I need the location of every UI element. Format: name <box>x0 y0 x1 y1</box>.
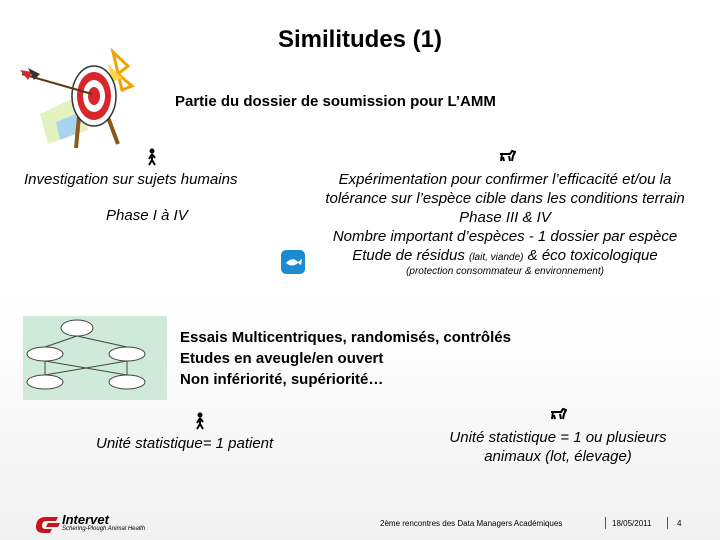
human-figure-icon <box>146 148 158 171</box>
page-number: 4 <box>677 519 682 528</box>
animal-figure-icon-2 <box>549 406 567 427</box>
residues-prefix: Etude de résidus <box>352 247 465 264</box>
human-heading: Investigation sur sujets humains <box>24 171 238 188</box>
unit-animal-line-2: animaux (lot, élevage) <box>484 448 632 465</box>
residues-suffix: & éco toxicologique <box>527 247 658 264</box>
slide-title: Similitudes (1) <box>277 26 443 53</box>
trials-line-3: Non infériorité, supériorité… <box>180 371 384 388</box>
animal-figure-icon <box>498 148 516 169</box>
protection-note: (protection consommateur & environnement) <box>406 266 604 277</box>
target-clipart-icon <box>18 44 143 154</box>
brand-subtitle: Schering-Plough Animal Health <box>62 526 146 532</box>
footer-separator-1 <box>605 517 606 529</box>
animal-phase: Phase III & IV <box>459 209 551 226</box>
randomization-diagram-thumbnail <box>23 316 167 400</box>
intervet-logo-icon <box>32 511 62 533</box>
footer-separator-2 <box>667 517 668 529</box>
animal-line-4: Nombre important d’espèces - 1 dossier par espèce <box>332 228 678 245</box>
human-figure-icon-2 <box>194 412 206 435</box>
trials-line-2: Etudes en aveugle/en ouvert <box>180 350 384 367</box>
unit-animal-line-1: Unité statistique = 1 ou plusieurs <box>449 429 667 446</box>
residues-small: (lait, viande) <box>469 252 524 263</box>
fish-icon <box>281 250 305 274</box>
footer-event: 2ème rencontres des Data Managers Académiques <box>380 519 563 528</box>
footer-date: 18/05/2011 <box>612 519 652 528</box>
brand-name: Intervet <box>62 512 109 527</box>
subtitle: Partie du dossier de soumission pour L’AMM <box>175 93 496 110</box>
human-phase: Phase I à IV <box>106 207 188 224</box>
animal-line-2: tolérance sur l’espèce cible dans les conditions terrain <box>325 190 685 207</box>
animal-line-1: Expérimentation pour confirmer l’efficacité et/ou la <box>338 171 672 188</box>
residues-line <box>305 247 705 264</box>
trials-line-1: Essais Multicentriques, randomisés, contrôlés <box>180 329 511 346</box>
unit-human: Unité statistique= 1 patient <box>96 435 274 452</box>
